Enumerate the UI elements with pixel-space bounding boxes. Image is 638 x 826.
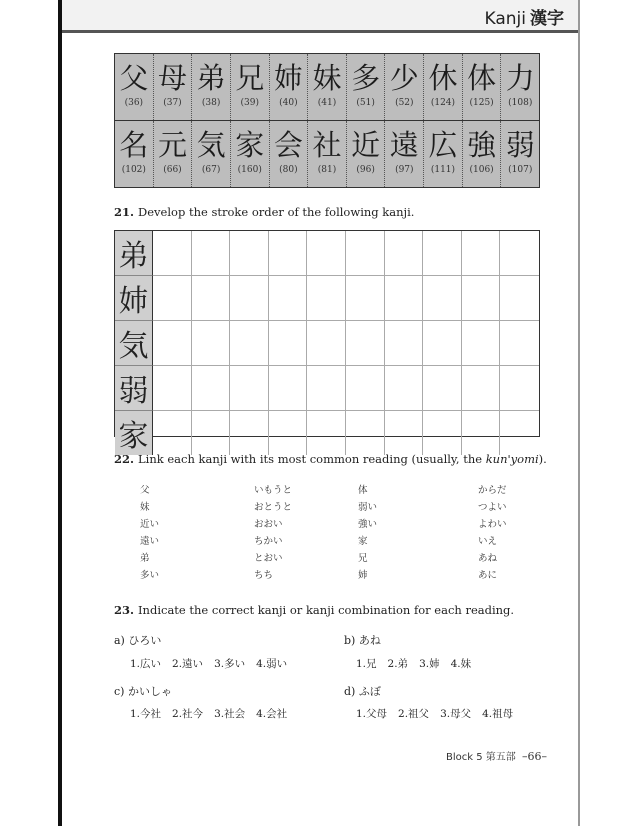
kanji-cell <box>231 54 270 120</box>
link-column-kanji-a <box>140 482 159 584</box>
kanji-number: (97) <box>395 165 414 175</box>
kanji-cell <box>270 54 309 120</box>
stroke-order-grid <box>114 230 540 454</box>
practice-cell[interactable] <box>230 276 269 321</box>
kanji-cell <box>154 121 193 187</box>
stroke-grid-kanji: 家 <box>115 411 153 455</box>
stroke-grid-kanji: 弱 <box>115 366 153 411</box>
kanji-cell <box>385 121 424 187</box>
practice-cell[interactable] <box>423 411 462 455</box>
link-item[interactable]: 妹 <box>140 502 150 513</box>
kanji-number: (107) <box>508 165 533 175</box>
practice-cell[interactable] <box>500 276 539 321</box>
kanji-row-1 <box>115 54 539 120</box>
practice-cell[interactable] <box>230 321 269 366</box>
kanji-cell <box>501 121 539 187</box>
kanji-char: 会 <box>273 128 303 162</box>
question-text-italic: kun'yomi <box>485 452 539 466</box>
kanji-cell <box>231 121 270 187</box>
page-header <box>62 0 578 33</box>
practice-cell[interactable] <box>230 411 269 455</box>
practice-cell[interactable] <box>423 231 462 276</box>
kanji-char: 力 <box>505 61 535 95</box>
answer-option[interactable]: 4.祖母 <box>482 708 514 720</box>
practice-cell[interactable] <box>423 276 462 321</box>
practice-cell[interactable] <box>423 321 462 366</box>
kanji-char: 広 <box>428 128 458 162</box>
kanji-reference-table <box>114 53 540 188</box>
answer-option[interactable]: 4.妹 <box>450 658 472 670</box>
kanji-number: (41) <box>317 98 337 108</box>
question-number: 21. <box>114 205 135 219</box>
question-23 <box>114 603 514 617</box>
practice-cell[interactable] <box>192 411 231 455</box>
kanji-char: 父 <box>119 61 149 95</box>
kanji-char: 近 <box>351 128 381 162</box>
kanji-char: 弟 <box>196 61 226 95</box>
kanji-char: 元 <box>157 128 187 162</box>
kanji-number: (80) <box>279 165 298 175</box>
kanji-number: (66) <box>163 165 182 175</box>
link-item[interactable]: あね <box>478 553 498 564</box>
kanji-cell <box>424 54 463 120</box>
link-item[interactable]: よわい <box>478 519 507 530</box>
practice-cell[interactable] <box>500 366 539 411</box>
practice-cell[interactable] <box>269 231 308 276</box>
practice-cell[interactable] <box>385 276 424 321</box>
kanji-char: 家 <box>235 128 265 162</box>
kanji-cell <box>270 121 309 187</box>
answer-option[interactable]: 2.祖父 <box>398 708 430 720</box>
practice-cell[interactable] <box>153 366 192 411</box>
question-text-pre: Link each kanji with its most common reading (usually, the <box>138 452 486 466</box>
practice-cell[interactable] <box>153 321 192 366</box>
link-item[interactable]: おおい <box>254 519 283 530</box>
kanji-char: 気 <box>196 128 226 162</box>
practice-cell[interactable] <box>192 321 231 366</box>
kanji-number: (81) <box>317 165 337 175</box>
kanji-number: (160) <box>237 165 262 175</box>
kanji-cell <box>463 121 502 187</box>
practice-cell[interactable] <box>307 411 346 455</box>
practice-cell[interactable] <box>500 321 539 366</box>
header-title-text: Kanji <box>484 9 526 29</box>
link-item[interactable]: 姉 <box>358 570 368 581</box>
kanji-char: 体 <box>467 61 497 95</box>
answer-option[interactable]: 4.弱い <box>256 658 288 670</box>
link-item[interactable]: 強い <box>358 519 378 530</box>
kanji-cell <box>424 121 463 187</box>
practice-cell[interactable] <box>192 231 231 276</box>
kanji-number: (96) <box>356 165 375 175</box>
kanji-cell <box>192 121 231 187</box>
question-number: 22. <box>114 452 135 466</box>
question-text-post: ). <box>538 452 547 466</box>
page-edge-left <box>58 0 62 826</box>
stroke-grid-kanji: 弟 <box>115 231 153 276</box>
reading-label-b: b) あね <box>344 634 381 647</box>
practice-cell[interactable] <box>230 231 269 276</box>
link-item[interactable]: あに <box>478 570 498 581</box>
practice-cell[interactable] <box>230 366 269 411</box>
link-column-kanji-b <box>358 482 377 584</box>
practice-cell[interactable] <box>269 411 308 455</box>
kanji-char: 強 <box>467 128 497 162</box>
question-21 <box>114 205 414 219</box>
link-item[interactable]: 弟 <box>140 553 150 564</box>
link-item[interactable]: ちち <box>254 570 274 581</box>
practice-cell[interactable] <box>385 321 424 366</box>
link-item[interactable]: 父 <box>140 485 150 496</box>
kanji-number: (52) <box>395 98 414 108</box>
practice-cell[interactable] <box>307 276 346 321</box>
answer-option[interactable]: 1.広い <box>130 658 162 670</box>
practice-cell[interactable] <box>153 231 192 276</box>
link-item[interactable]: 家 <box>358 536 368 547</box>
link-item[interactable]: とおい <box>254 553 283 564</box>
kanji-number: (51) <box>356 98 375 108</box>
kanji-cell <box>347 121 386 187</box>
practice-cell[interactable] <box>462 276 501 321</box>
link-item[interactable]: つよい <box>478 502 507 513</box>
kanji-char: 少 <box>389 61 419 95</box>
practice-cell[interactable] <box>500 231 539 276</box>
kanji-cell <box>385 54 424 120</box>
footer-block: Block 5 <box>446 752 483 763</box>
question-text: Develop the stroke order of the following kanji. <box>138 205 415 219</box>
practice-cell[interactable] <box>307 231 346 276</box>
practice-cell[interactable] <box>153 411 192 455</box>
kanji-cell <box>115 54 154 120</box>
kanji-char: 多 <box>351 61 381 95</box>
kanji-row-2 <box>115 120 539 187</box>
practice-cell[interactable] <box>346 231 385 276</box>
kanji-cell <box>115 121 154 187</box>
kanji-number: (36) <box>124 98 144 108</box>
practice-cell[interactable] <box>346 276 385 321</box>
practice-cell[interactable] <box>462 321 501 366</box>
practice-cell[interactable] <box>423 366 462 411</box>
answer-option[interactable]: 3.母父 <box>440 708 472 720</box>
reading-label-a: a) ひろい <box>114 634 162 647</box>
kanji-char: 姉 <box>273 61 303 95</box>
link-item[interactable]: 近い <box>140 519 160 530</box>
practice-cell[interactable] <box>269 276 308 321</box>
practice-cell[interactable] <box>153 276 192 321</box>
link-item[interactable]: おとうと <box>254 502 293 513</box>
practice-cell[interactable] <box>269 366 308 411</box>
answer-option[interactable]: 1.今社 <box>130 708 162 720</box>
kanji-number: (108) <box>508 98 533 108</box>
kanji-number: (106) <box>469 165 494 175</box>
stroke-grid-kanji: 姉 <box>115 276 153 321</box>
kanji-char: 名 <box>119 128 149 162</box>
answer-option[interactable]: 2.社今 <box>172 708 204 720</box>
practice-cell[interactable] <box>462 366 501 411</box>
practice-cell[interactable] <box>307 366 346 411</box>
practice-cell[interactable] <box>307 321 346 366</box>
kanji-char: 社 <box>312 128 342 162</box>
practice-cell[interactable] <box>346 321 385 366</box>
question-number: 23. <box>114 603 135 617</box>
practice-cell[interactable] <box>385 231 424 276</box>
link-item[interactable]: 多い <box>140 570 160 581</box>
header-title <box>485 4 565 29</box>
kanji-cell <box>192 54 231 120</box>
answer-option[interactable]: 1.兄 <box>356 658 377 670</box>
kanji-char: 母 <box>157 61 187 95</box>
kanji-number: (124) <box>430 98 456 108</box>
question-22 <box>114 452 547 466</box>
practice-cell[interactable] <box>346 366 385 411</box>
practice-cell[interactable] <box>385 411 424 455</box>
kanji-cell <box>347 54 386 120</box>
kanji-number: (125) <box>469 98 494 108</box>
kanji-number: (39) <box>240 98 259 108</box>
kanji-cell <box>308 54 347 120</box>
practice-cell[interactable] <box>192 366 231 411</box>
link-column-reading-a <box>254 482 292 584</box>
link-column-reading-b <box>478 482 507 584</box>
option-row-b <box>356 656 482 671</box>
practice-cell[interactable] <box>462 411 501 455</box>
option-row-c <box>130 706 298 721</box>
kanji-number: (37) <box>163 98 182 108</box>
kanji-cell <box>463 54 502 120</box>
practice-cell[interactable] <box>192 276 231 321</box>
kanji-cell <box>154 54 193 120</box>
kanji-number: (38) <box>201 98 221 108</box>
kanji-cell <box>308 121 347 187</box>
question-text: Indicate the correct kanji or kanji combination for each reading. <box>138 603 515 617</box>
link-item[interactable]: いもうと <box>254 485 293 496</box>
practice-cell[interactable] <box>462 231 501 276</box>
answer-option[interactable]: 1.父母 <box>356 708 388 720</box>
practice-cell[interactable] <box>269 321 308 366</box>
footer-block-kanji: 第五部 <box>485 752 516 763</box>
practice-cell[interactable] <box>500 411 539 455</box>
link-item[interactable]: 兄 <box>358 553 368 564</box>
answer-option[interactable]: 2.弟 <box>387 658 409 670</box>
option-row-d <box>356 706 524 721</box>
kanji-number: (102) <box>121 165 146 175</box>
page-footer <box>446 748 547 763</box>
kanji-char: 妹 <box>312 61 342 95</box>
page-number: –66– <box>521 750 547 763</box>
link-item[interactable]: いえ <box>478 536 498 547</box>
link-item[interactable]: からだ <box>478 485 507 496</box>
practice-cell[interactable] <box>346 411 385 455</box>
practice-cell[interactable] <box>385 366 424 411</box>
kanji-char: 弱 <box>505 128 535 162</box>
page-edge-right <box>578 0 580 826</box>
link-item[interactable]: 弱い <box>358 502 378 513</box>
kanji-char: 休 <box>428 61 458 95</box>
stroke-grid-kanji: 気 <box>115 321 153 366</box>
answer-option[interactable]: 3.多い <box>214 658 246 670</box>
reading-label-c: c) かいしゃ <box>114 685 172 698</box>
link-item[interactable]: ちかい <box>254 536 283 547</box>
answer-option[interactable]: 2.遠い <box>172 658 204 670</box>
kanji-char: 遠 <box>389 128 419 162</box>
kanji-char: 兄 <box>235 61 265 95</box>
kanji-number: (40) <box>279 98 298 108</box>
header-title-kanji: 漢字 <box>530 9 564 29</box>
link-item[interactable]: 体 <box>358 485 368 496</box>
kanji-number: (111) <box>430 165 456 175</box>
kanji-number: (67) <box>201 165 221 175</box>
reading-label-d: d) ふぼ <box>344 685 381 698</box>
kanji-cell <box>501 54 539 120</box>
option-row-a <box>130 656 298 671</box>
answer-option[interactable]: 4.会社 <box>256 708 288 720</box>
answer-option[interactable]: 3.社会 <box>214 708 246 720</box>
answer-option[interactable]: 3.姉 <box>419 658 440 670</box>
link-item[interactable]: 遠い <box>140 536 160 547</box>
